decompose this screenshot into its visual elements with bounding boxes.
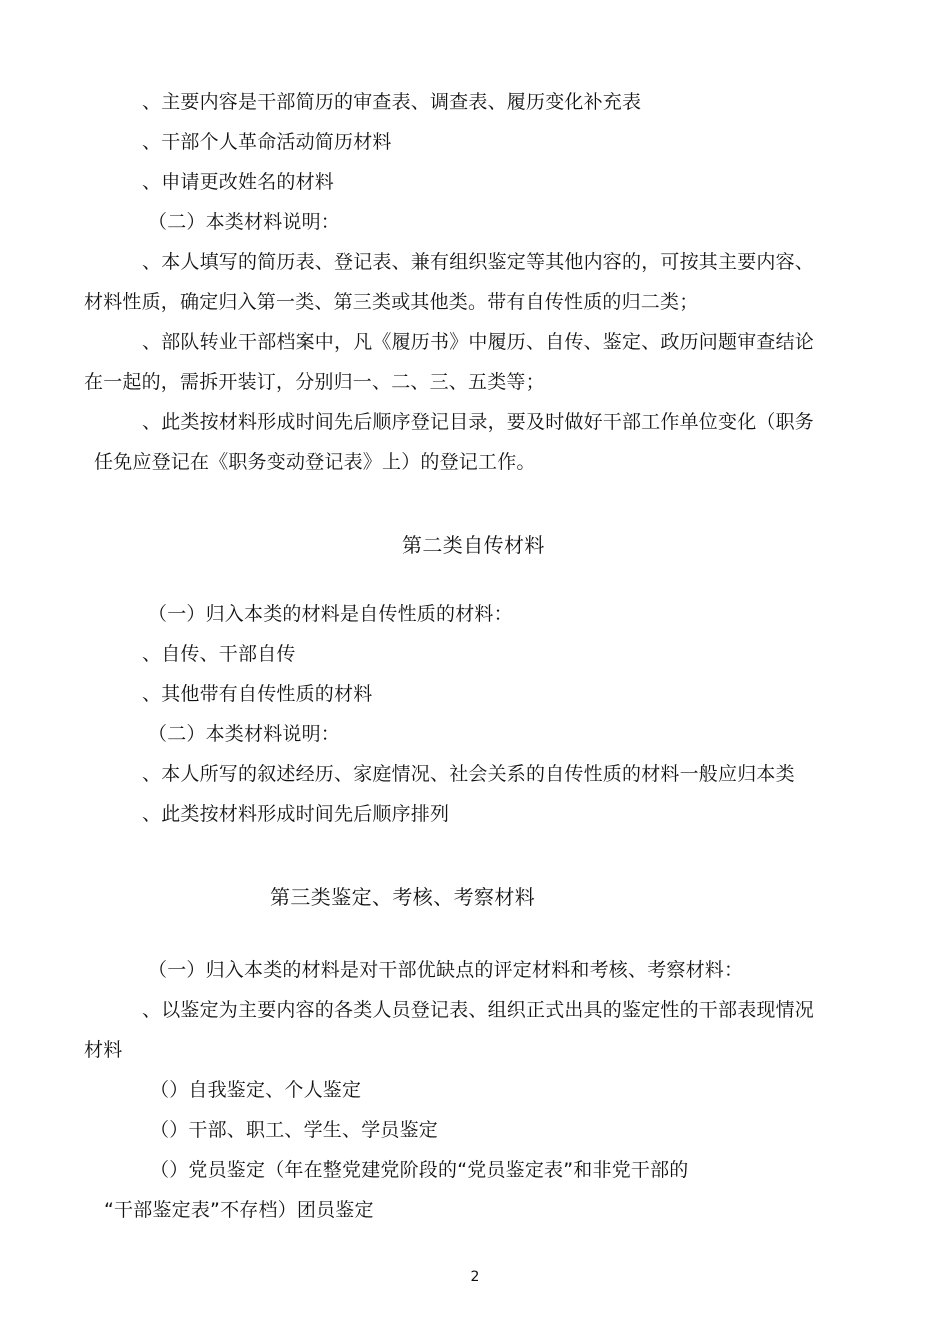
section1-note-2-line-2: 在一起的，需拆开装订，分别归一、二、三、五类等；: [84, 371, 545, 393]
section1-item-1: 、主要内容是干部简历的审查表、调查表、履历变化补充表: [142, 91, 642, 113]
section1-item-3: 、申请更改姓名的材料: [142, 171, 335, 193]
section3-subitem-3-continued: “干部鉴定表”不存档）团员鉴定: [104, 1199, 374, 1221]
section3-intro: （一）归入本类的材料是对干部优缺点的评定材料和考核、考察材料：: [148, 959, 744, 981]
section3-subitem-2: （）干部、职工、学生、学员鉴定: [150, 1119, 439, 1141]
section1-item-2: 、干部个人革命活动简历材料: [142, 131, 392, 153]
section1-note-1-line-1: 、本人填写的简历表、登记表、兼有组织鉴定等其他内容的，可按其主要内容、: [142, 251, 815, 273]
section1-note-2-line-1: 、部队转业干部档案中，凡《履历书》中履历、自传、鉴定、政历问题审查结论: [142, 331, 815, 353]
section3-subitem-3: （）党员鉴定（年在整党建党阶段的“党员鉴定表”和非党干部的: [150, 1159, 689, 1181]
section2-title: 第二类自传材料: [402, 533, 545, 557]
section1-notes-heading: （二）本类材料说明：: [148, 211, 341, 233]
section1-note-3-line-1: 、此类按材料形成时间先后顺序登记目录，要及时做好干部工作单位变化（职务: [142, 411, 815, 433]
page-number: 2: [470, 1269, 480, 1285]
section3-subitem-1: （）自我鉴定、个人鉴定: [150, 1079, 362, 1101]
section2-item-1: 、自传、干部自传: [142, 643, 296, 665]
section1-note-3-line-2: 任免应登记在《职务变动登记表》上）的登记工作。: [94, 451, 536, 473]
section3-title: 第三类鉴定、考核、考察材料: [270, 885, 536, 909]
section2-notes-heading: （二）本类材料说明：: [148, 723, 341, 745]
section2-note-2: 、此类按材料形成时间先后顺序排列: [142, 803, 450, 825]
section3-item-1-line-1: 、以鉴定为主要内容的各类人员登记表、组织正式出具的鉴定性的干部表现情况: [142, 999, 815, 1021]
section2-intro: （一）归入本类的材料是自传性质的材料：: [148, 603, 513, 625]
section2-item-2: 、其他带有自传性质的材料: [142, 683, 373, 705]
section3-item-1-line-2: 材料: [84, 1039, 123, 1061]
section1-note-1-line-2: 材料性质，确定归入第一类、第三类或其他类。带有自传性质的归二类；: [84, 291, 699, 313]
section2-note-1: 、本人所写的叙述经历、家庭情况、社会关系的自传性质的材料一般应归本类: [142, 763, 795, 785]
